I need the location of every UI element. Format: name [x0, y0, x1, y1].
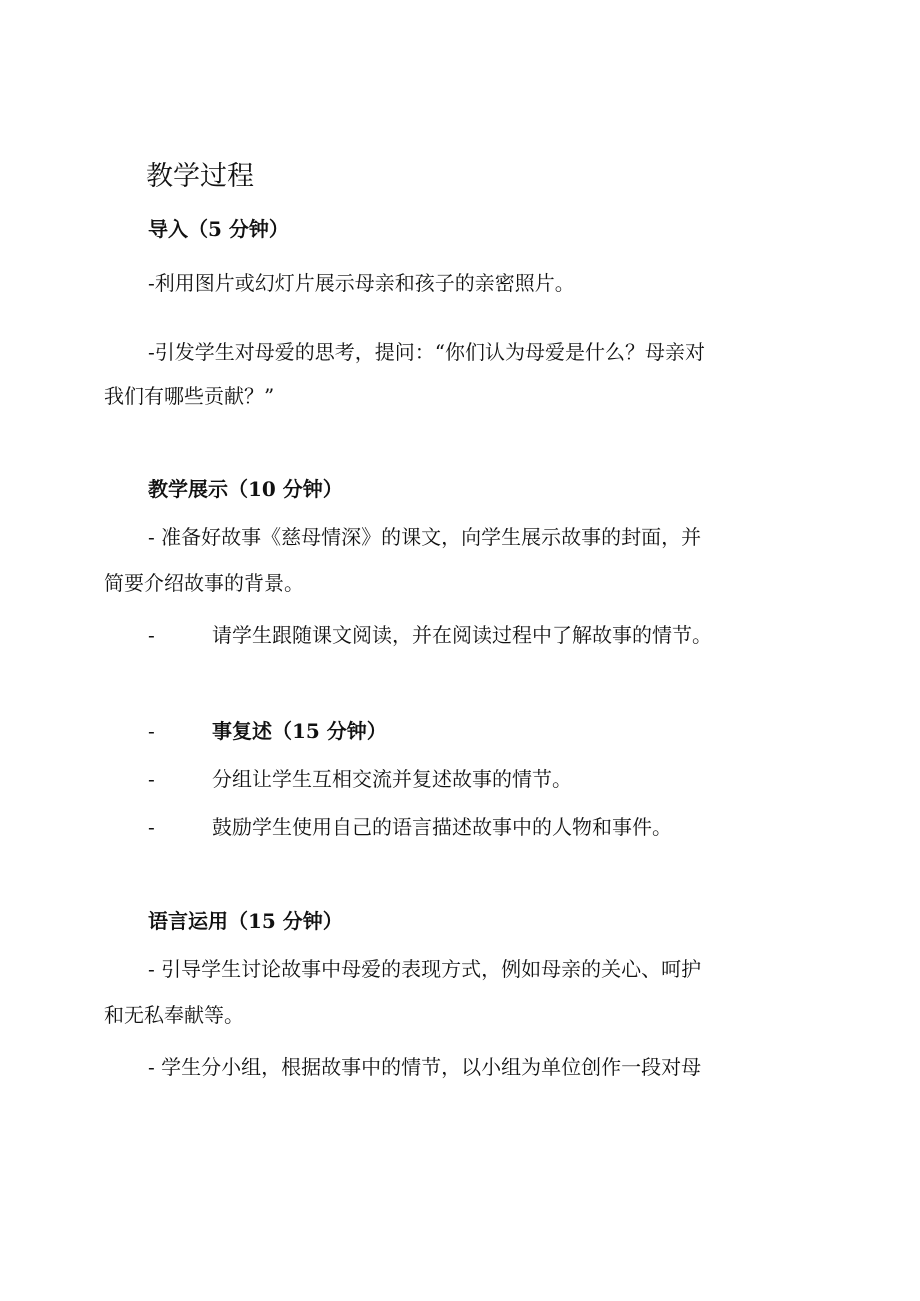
retell-line-2: 鼓励学生使用自己的语言描述故事中的人物和事件。 [212, 815, 672, 839]
list-dash: - [148, 623, 155, 647]
intro-line-2b: 我们有哪些贡献？” [104, 384, 275, 408]
section-heading-showcase: 教学展示（10 分钟） [148, 477, 343, 501]
showcase-line-1b: 简要介绍故事的背景。 [104, 571, 304, 595]
language-line-1a: - 引导学生讨论故事中母爱的表现方式，例如母亲的关心、呵护 [148, 957, 702, 981]
retell-line-1: 分组让学生互相交流并复述故事的情节。 [212, 767, 572, 791]
intro-line-2a: -引发学生对母爱的思考，提问：“你们认为母爱是什么？母亲对 [148, 340, 705, 364]
language-line-1b: 和无私奉献等。 [104, 1003, 244, 1027]
list-dash: - [148, 719, 155, 743]
page-title: 教学过程 [146, 161, 254, 192]
list-dash: - [148, 767, 155, 791]
section-heading-retell: 事复述（15 分钟） [212, 719, 387, 743]
intro-line-1: -利用图片或幻灯片展示母亲和孩子的亲密照片。 [148, 271, 575, 295]
showcase-line-2: 请学生跟随课文阅读，并在阅读过程中了解故事的情节。 [212, 623, 712, 647]
section-heading-language: 语言运用（15 分钟） [148, 909, 343, 933]
section-heading-intro: 导入（5 分钟） [148, 217, 289, 241]
language-line-2: - 学生分小组，根据故事中的情节，以小组为单位创作一段对母 [148, 1055, 702, 1079]
showcase-line-1a: - 准备好故事《慈母情深》的课文，向学生展示故事的封面，并 [148, 525, 702, 549]
list-dash: - [148, 815, 155, 839]
